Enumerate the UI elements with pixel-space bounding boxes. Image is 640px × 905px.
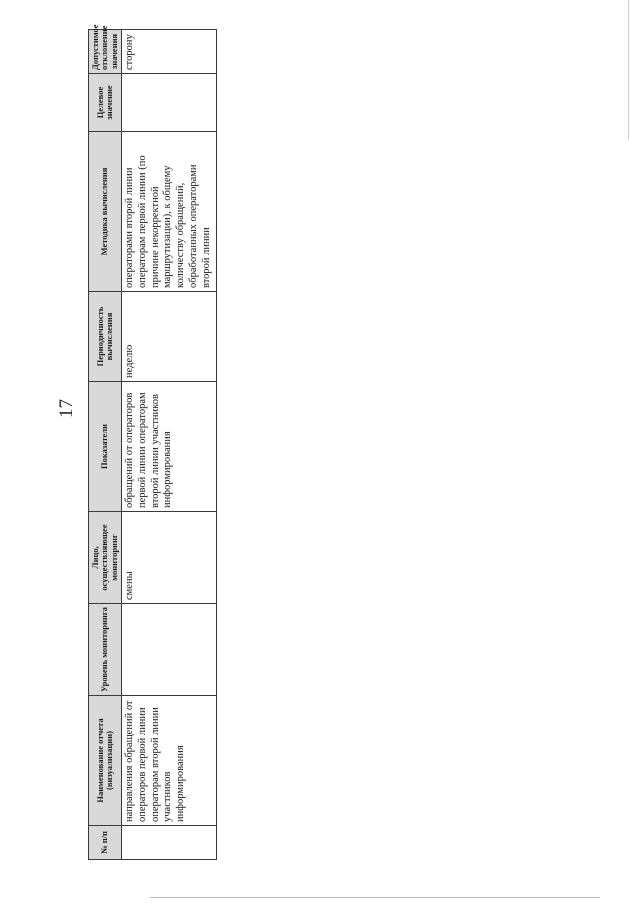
monitoring-table	[88, 24, 217, 860]
monitoring-table-container	[88, 24, 212, 860]
header-indicators: Показатели	[89, 382, 122, 512]
cell-report-name: направления обращений от операторов первой линии операторам второй линии участников информирования	[122, 696, 217, 826]
cell-responsible-person: смены	[122, 512, 217, 604]
table-header-row	[89, 30, 122, 860]
header-responsible-person: Лицо, осуществляющее мониторинг	[89, 512, 122, 604]
header-periodicity: Периодичность вычисления	[89, 292, 122, 382]
cell-monitoring-level	[122, 604, 217, 696]
header-deviation: Допустимое отклонение значения	[89, 30, 122, 74]
table-row	[122, 30, 217, 860]
header-monitoring-level: Уровень мониторинга	[89, 604, 122, 696]
cell-periodicity: неделю	[122, 292, 217, 382]
cell-indicators: обращений от операторов первой линии операторам второй линии участников информирования	[122, 382, 217, 512]
cell-method: операторами второй линии операторам первой линии (по причине некорректной маршрутизации), к общему количеству обращений, обработанных операторами второй линии	[122, 132, 217, 292]
header-method: Методика вычисления	[89, 132, 122, 292]
header-target-value: Целевое значение	[89, 74, 122, 132]
header-number: № п/п	[89, 826, 122, 860]
scan-edge-line-right	[628, 0, 629, 140]
cell-target-value	[122, 74, 217, 132]
scan-edge-line	[150, 897, 600, 898]
page-number: 17	[56, 399, 77, 418]
cell-number	[122, 826, 217, 860]
header-report-name: Наименование отчета (визуализации)	[89, 696, 122, 826]
cell-deviation: сторону	[122, 30, 217, 74]
